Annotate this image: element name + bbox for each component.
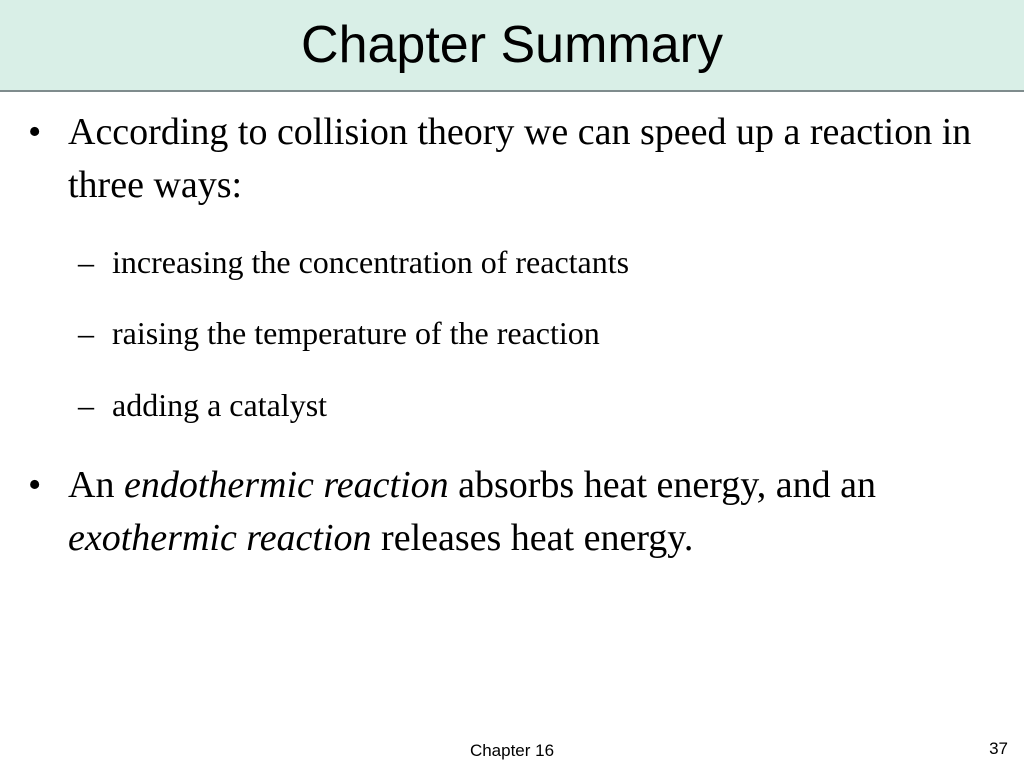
sub-item-dash: – xyxy=(78,387,94,423)
bullet-marker: • xyxy=(28,464,42,506)
bullet-marker: • xyxy=(28,111,42,153)
sub-item-dash: – xyxy=(78,315,94,351)
sub-item-label: raising the temperature of the reaction xyxy=(112,315,600,351)
text-segment: absorbs heat energy, and an xyxy=(448,464,876,506)
text-segment: releases heat energy. xyxy=(371,517,694,559)
slide-title: Chapter Summary xyxy=(301,16,723,74)
bullet-text-collision-theory: According to collision theory we can speed up a reaction in three ways: xyxy=(68,111,972,206)
sub-item-label: increasing the concentration of reactants xyxy=(112,244,630,280)
sub-item-dash: – xyxy=(78,244,94,280)
sub-item-label: adding a catalyst xyxy=(112,387,328,423)
sub-item-catalyst xyxy=(78,385,327,425)
term-exothermic: exothermic reaction xyxy=(68,517,372,559)
footer-chapter-label: Chapter 16 xyxy=(469,741,555,760)
text-segment: An xyxy=(68,464,124,506)
footer-page-number: 37 xyxy=(989,739,1008,758)
term-endothermic: endothermic reaction xyxy=(123,464,449,506)
bullet-text-reactions xyxy=(68,459,998,565)
sub-item-temperature xyxy=(78,313,600,353)
sub-item-concentration xyxy=(78,242,629,282)
